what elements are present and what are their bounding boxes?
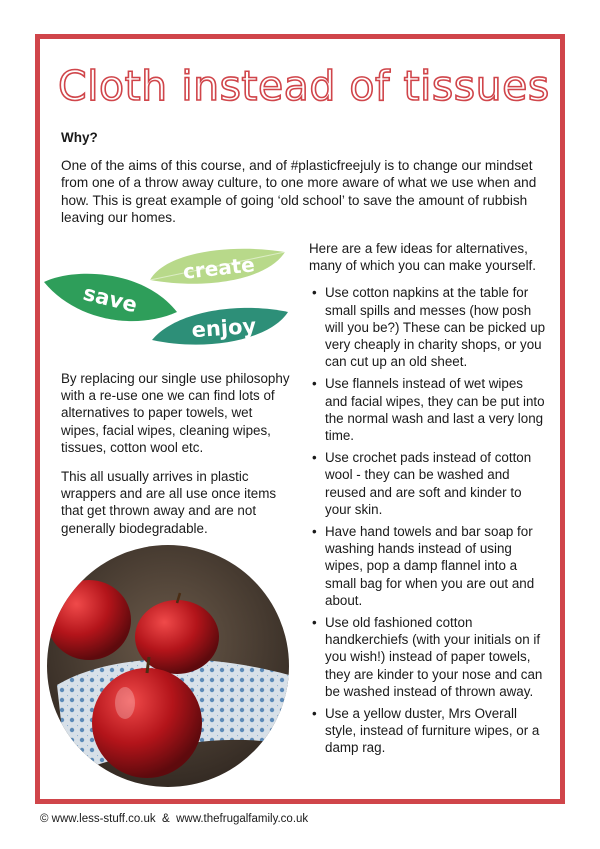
why-heading: Why?	[61, 130, 98, 145]
create-label: create	[181, 252, 256, 284]
plastic-paragraph: This all usually arrives in plastic wrappers and are all use once items that get thrown away and are not generally biodegradable.	[61, 469, 277, 536]
list-item: • Have hand towels and bar soap for washing hands instead of using wipes, pop a damp flannel into a small bag for when you are out and about.	[325, 523, 549, 609]
ideas-intro: Here are a few ideas for alternatives, many of which you can make yourself.	[309, 241, 537, 274]
replacing-paragraph: By replacing our single use philosophy with a re-use one we can find lots of alternatives to paper towels, wet wipes, facial wipes, cleaning wipes, tissues, cotton wool etc.	[61, 371, 290, 455]
create-leaf	[150, 249, 285, 284]
intro-paragraph: One of the aims of this course, and of #plasticfreejuly is to change our mindset from one of a throw away culture, to one more aware of what we use when and how. This is great example of going ‘old school’ to save the amount of rubbish leaving our homes.	[61, 158, 537, 226]
ideas-list	[309, 284, 549, 756]
list-item: • Use a yellow duster, Mrs Overall style, instead of furniture wipes, or a damp rag.	[325, 705, 549, 757]
left-column	[61, 370, 293, 549]
list-item: • Use flannels instead of wet wipes and facial wipes, they can be put into the normal wash and last a very long time.	[325, 375, 549, 444]
enjoy-label: enjoy	[190, 313, 257, 343]
save-label: save	[80, 280, 140, 318]
list-item: • Use cotton napkins at the table for small spills and messes (how posh will you be?) These can be picked up very cheaply in charity shops, or you can cut up an old sheet.	[325, 284, 549, 370]
leaves-illustration	[42, 240, 292, 355]
page-title: Cloth instead of tissues	[58, 62, 550, 110]
apples-photo	[47, 545, 289, 787]
list-item: • Use crochet pads instead of cotton wool - they can be washed and reused and are soft and kinder to your skin.	[325, 449, 549, 518]
right-column	[309, 240, 549, 762]
footer-credits: © www.less-stuff.co.uk & www.thefrugalfamily.co.uk	[40, 813, 309, 825]
list-item: • Use old fashioned cotton handkerchiefs (with your initials on if you wish!) instead of paper towels, they are kinder to your nose and can be washed instead of thrown away.	[325, 614, 549, 700]
